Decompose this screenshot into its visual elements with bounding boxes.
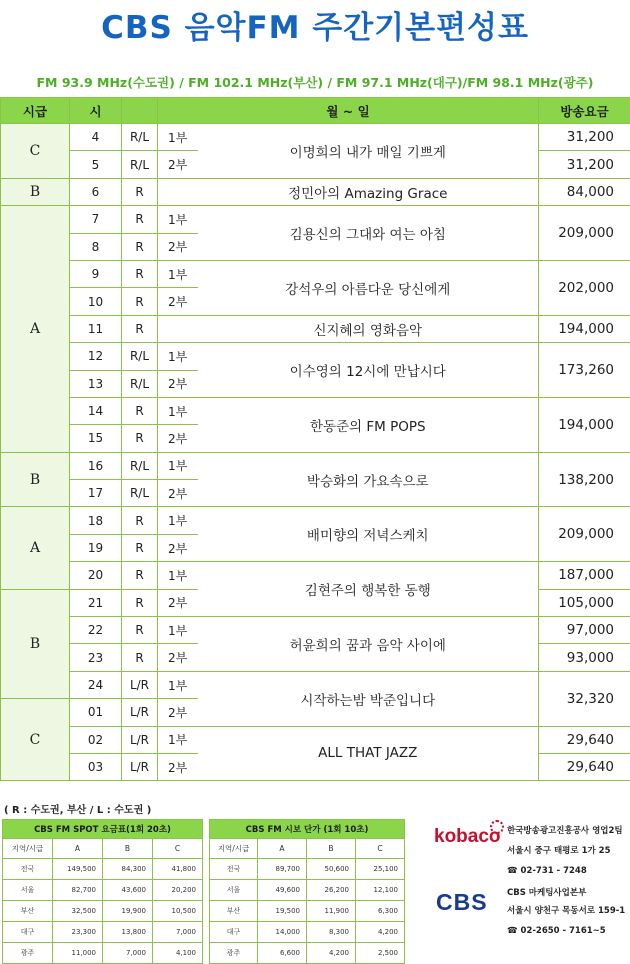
rate-cell: 19,500	[258, 901, 307, 922]
program-title-cell: ALL THAT JAZZ	[198, 726, 539, 781]
grade-cell: B	[1, 452, 70, 507]
rate-cell: 82,700	[53, 880, 103, 901]
price-cell: 194,000	[539, 397, 630, 452]
part-cell: 2부	[158, 753, 198, 780]
price-cell: 194,000	[539, 315, 630, 342]
mini-header-cell: A	[258, 839, 307, 859]
rate-cell: 12,100	[356, 880, 405, 901]
schedule-row	[1, 617, 630, 644]
part-cell: 2부	[158, 425, 198, 452]
region-cell: 전국	[210, 859, 258, 880]
mini-header-cell: C	[356, 839, 405, 859]
mini-table-caption: CBS FM SPOT 요금표(1회 20초)	[3, 820, 203, 839]
hour-cell: 5	[70, 151, 122, 178]
hour-cell: 12	[70, 343, 122, 370]
rate-cell: 19,900	[103, 901, 153, 922]
part-cell: 1부	[158, 507, 198, 534]
region-code-cell: L/R	[122, 671, 158, 698]
rate-cell: 26,200	[307, 880, 356, 901]
region-code-cell: R	[122, 288, 158, 315]
region-code-cell: L/R	[122, 753, 158, 780]
hour-cell: 20	[70, 562, 122, 589]
header-schedule: 월 ~ 일	[158, 98, 539, 124]
program-title-cell: 이수영의 12시에 만납시다	[198, 343, 539, 398]
schedule-row	[1, 452, 630, 479]
price-cell: 93,000	[539, 644, 630, 671]
mini-header-row	[210, 839, 405, 859]
rate-cell: 13,800	[103, 922, 153, 943]
hour-cell: 11	[70, 315, 122, 342]
mini-table-row	[3, 880, 203, 901]
rate-cell: 11,000	[53, 943, 103, 964]
region-cell: 부산	[210, 901, 258, 922]
rate-cell: 41,800	[153, 859, 203, 880]
program-title-cell: 허윤희의 꿈과 음악 사이에	[198, 617, 539, 672]
part-cell: 1부	[158, 562, 198, 589]
price-cell: 32,320	[539, 671, 630, 726]
hour-cell: 19	[70, 534, 122, 561]
grade-cell: B	[1, 589, 70, 699]
part-cell: 1부	[158, 617, 198, 644]
mini-table-row	[210, 943, 405, 964]
region-cell: 대구	[3, 922, 53, 943]
region-code-cell: L/R	[122, 726, 158, 753]
part-cell: 1부	[158, 260, 198, 287]
program-title-cell: 이명희의 내가 매일 기쁘게	[198, 124, 539, 179]
grade-cell: C	[1, 699, 70, 781]
grade-cell: A	[1, 507, 70, 589]
price-cell: 173,260	[539, 343, 630, 398]
kobaco-logo-text: kobaco	[434, 826, 501, 847]
part-cell	[158, 315, 198, 342]
grade-cell: A	[1, 206, 70, 453]
rate-cell: 6,600	[258, 943, 307, 964]
schedule-table	[0, 97, 630, 781]
part-cell: 1부	[158, 124, 198, 151]
hour-cell: 7	[70, 206, 122, 233]
mini-header-cell: A	[53, 839, 103, 859]
program-title-cell: 박승화의 가요속으로	[198, 452, 539, 507]
region-cell: 대구	[210, 922, 258, 943]
region-cell: 서울	[210, 880, 258, 901]
rate-cell: 7,000	[153, 922, 203, 943]
program-title-cell: 시작하는밤 박준입니다	[198, 671, 539, 726]
grade-cell: C	[1, 124, 70, 179]
mini-table-row	[3, 901, 203, 922]
kobaco-logo-mark-icon	[490, 820, 504, 834]
price-cell: 31,200	[539, 151, 630, 178]
page-title: CBS 음악FM 주간기본편성표	[0, 2, 630, 47]
hour-cell: 8	[70, 233, 122, 260]
mini-header-cell: 지역/시급	[210, 839, 258, 859]
hour-cell: 15	[70, 425, 122, 452]
header-hour: 시	[70, 98, 122, 124]
rate-cell: 10,500	[153, 901, 203, 922]
hour-cell: 18	[70, 507, 122, 534]
part-cell: 2부	[158, 370, 198, 397]
part-cell: 2부	[158, 480, 198, 507]
rate-cell: 25,100	[356, 859, 405, 880]
schedule-row	[1, 726, 630, 753]
region-code-cell: R	[122, 233, 158, 260]
hour-cell: 4	[70, 124, 122, 151]
mini-header-cell: B	[307, 839, 356, 859]
price-cell: 209,000	[539, 206, 630, 261]
price-cell: 105,000	[539, 589, 630, 616]
schedule-row	[1, 206, 630, 233]
region-code-cell: R/L	[122, 370, 158, 397]
part-cell: 2부	[158, 233, 198, 260]
mini-table-caption: CBS FM 시보 단가 (1회 10초)	[210, 820, 405, 839]
rate-cell: 20,200	[153, 880, 203, 901]
region-code-cell: R/L	[122, 124, 158, 151]
part-cell	[158, 178, 198, 205]
hour-cell: 9	[70, 260, 122, 287]
schedule-row	[1, 260, 630, 287]
rate-cell: 4,200	[356, 922, 405, 943]
price-cell: 187,000	[539, 562, 630, 589]
part-cell: 2부	[158, 589, 198, 616]
region-code-cell: R	[122, 315, 158, 342]
price-cell: 84,000	[539, 178, 630, 205]
rate-cell: 2,500	[356, 943, 405, 964]
rate-cell: 49,600	[258, 880, 307, 901]
schedule-row	[1, 397, 630, 424]
rate-cell: 11,900	[307, 901, 356, 922]
mini-table-row	[3, 922, 203, 943]
hour-cell: 23	[70, 644, 122, 671]
part-cell: 1부	[158, 206, 198, 233]
frequency-line: FM 93.9 MHz(수도권) / FM 102.1 MHz(부산) / FM 97.1 MHz(대구)/FM 98.1 MHz(광주)	[0, 73, 630, 91]
price-cell: 31,200	[539, 124, 630, 151]
hour-cell: 14	[70, 397, 122, 424]
price-cell: 202,000	[539, 260, 630, 315]
rate-cell: 89,700	[258, 859, 307, 880]
hour-cell: 02	[70, 726, 122, 753]
region-code-cell: R	[122, 397, 158, 424]
program-title-cell: 김현주의 행복한 동행	[198, 562, 539, 617]
region-code-cell: R	[122, 644, 158, 671]
program-title-cell: 정민아의 Amazing Grace	[198, 178, 539, 205]
part-cell: 1부	[158, 671, 198, 698]
cbs-name: CBS 마케팅사업본부	[507, 886, 625, 901]
mini-table-row	[3, 943, 203, 964]
schedule-header-row	[1, 98, 630, 124]
region-code-cell: R/L	[122, 343, 158, 370]
hour-cell: 24	[70, 671, 122, 698]
spot-price-table	[2, 819, 203, 964]
region-cell: 광주	[3, 943, 53, 964]
region-cell: 전국	[3, 859, 53, 880]
grade-cell: B	[1, 178, 70, 205]
mini-caption-row	[3, 820, 203, 839]
region-code-cell: R	[122, 589, 158, 616]
rate-cell: 32,500	[53, 901, 103, 922]
schedule-row	[1, 343, 630, 370]
rate-cell: 23,300	[53, 922, 103, 943]
mini-caption-row	[210, 820, 405, 839]
part-cell: 2부	[158, 151, 198, 178]
schedule-row	[1, 315, 630, 342]
region-code-cell: R	[122, 507, 158, 534]
price-cell: 97,000	[539, 617, 630, 644]
rate-cell: 6,300	[356, 901, 405, 922]
region-code-cell: L/R	[122, 699, 158, 726]
kobaco-logo	[434, 826, 501, 848]
mini-header-cell: C	[153, 839, 203, 859]
time-signal-price-table	[209, 819, 405, 964]
kobaco-name: 한국방송광고진흥공사 영업2팀	[507, 824, 623, 839]
rate-cell: 50,600	[307, 859, 356, 880]
price-cell: 209,000	[539, 507, 630, 562]
hour-cell: 10	[70, 288, 122, 315]
program-title-cell: 김용신의 그대와 여는 아침	[198, 206, 539, 261]
mini-table-row	[210, 901, 405, 922]
hour-cell: 6	[70, 178, 122, 205]
region-code-cell: R/L	[122, 452, 158, 479]
region-cell: 부산	[3, 901, 53, 922]
region-note: ( R : 수도권, 부산 / L : 수도권 )	[4, 801, 151, 816]
mini-header-cell: B	[103, 839, 153, 859]
region-cell: 서울	[3, 880, 53, 901]
region-code-cell: R/L	[122, 480, 158, 507]
program-title-cell: 신지혜의 영화음악	[198, 315, 539, 342]
kobaco-phone: ☎ 02-731 - 7248	[507, 864, 623, 879]
part-cell: 1부	[158, 343, 198, 370]
region-cell: 광주	[210, 943, 258, 964]
cbs-logo: CBS	[436, 889, 488, 916]
mini-table-row	[3, 859, 203, 880]
region-code-cell: R	[122, 425, 158, 452]
cbs-phone: ☎ 02-2650 - 7161~5	[507, 924, 625, 939]
program-title-cell: 한동준의 FM POPS	[198, 397, 539, 452]
mini-table-row	[210, 922, 405, 943]
rate-cell: 14,000	[258, 922, 307, 943]
region-code-cell: R	[122, 617, 158, 644]
rate-cell: 8,300	[307, 922, 356, 943]
schedule-row	[1, 178, 630, 205]
mini-table-row	[210, 859, 405, 880]
rate-cell: 4,200	[307, 943, 356, 964]
rate-cell: 4,100	[153, 943, 203, 964]
mini-header-row	[3, 839, 203, 859]
schedule-row	[1, 671, 630, 698]
program-title-cell: 강석우의 아름다운 당신에게	[198, 260, 539, 315]
region-code-cell: R	[122, 206, 158, 233]
rate-cell: 149,500	[53, 859, 103, 880]
hour-cell: 17	[70, 480, 122, 507]
rate-cell: 84,300	[103, 859, 153, 880]
part-cell: 2부	[158, 644, 198, 671]
header-rl	[122, 98, 158, 124]
mini-table-row	[210, 880, 405, 901]
schedule-row	[1, 507, 630, 534]
part-cell: 1부	[158, 397, 198, 424]
kobaco-info	[507, 824, 623, 879]
region-code-cell: R/L	[122, 151, 158, 178]
cbs-info	[507, 886, 625, 939]
part-cell: 1부	[158, 726, 198, 753]
hour-cell: 22	[70, 617, 122, 644]
header-price: 방송요금	[539, 98, 630, 124]
price-cell: 138,200	[539, 452, 630, 507]
mini-header-cell: 지역/시급	[3, 839, 53, 859]
hour-cell: 01	[70, 699, 122, 726]
rate-cell: 7,000	[103, 943, 153, 964]
program-title-cell: 배미향의 저녁스케치	[198, 507, 539, 562]
hour-cell: 21	[70, 589, 122, 616]
rate-cell: 43,600	[103, 880, 153, 901]
region-code-cell: R	[122, 562, 158, 589]
cbs-address: 서울시 양천구 목동서로 159-1	[507, 904, 625, 919]
region-code-cell: R	[122, 260, 158, 287]
region-code-cell: R	[122, 178, 158, 205]
part-cell: 2부	[158, 699, 198, 726]
part-cell: 2부	[158, 534, 198, 561]
part-cell: 1부	[158, 452, 198, 479]
hour-cell: 03	[70, 753, 122, 780]
header-grade: 시급	[1, 98, 70, 124]
schedule-row	[1, 562, 630, 589]
hour-cell: 13	[70, 370, 122, 397]
price-cell: 29,640	[539, 753, 630, 780]
schedule-row	[1, 124, 630, 151]
region-code-cell: R	[122, 534, 158, 561]
price-cell: 29,640	[539, 726, 630, 753]
kobaco-address: 서울시 중구 태평로 1가 25	[507, 844, 623, 859]
hour-cell: 16	[70, 452, 122, 479]
part-cell: 2부	[158, 288, 198, 315]
